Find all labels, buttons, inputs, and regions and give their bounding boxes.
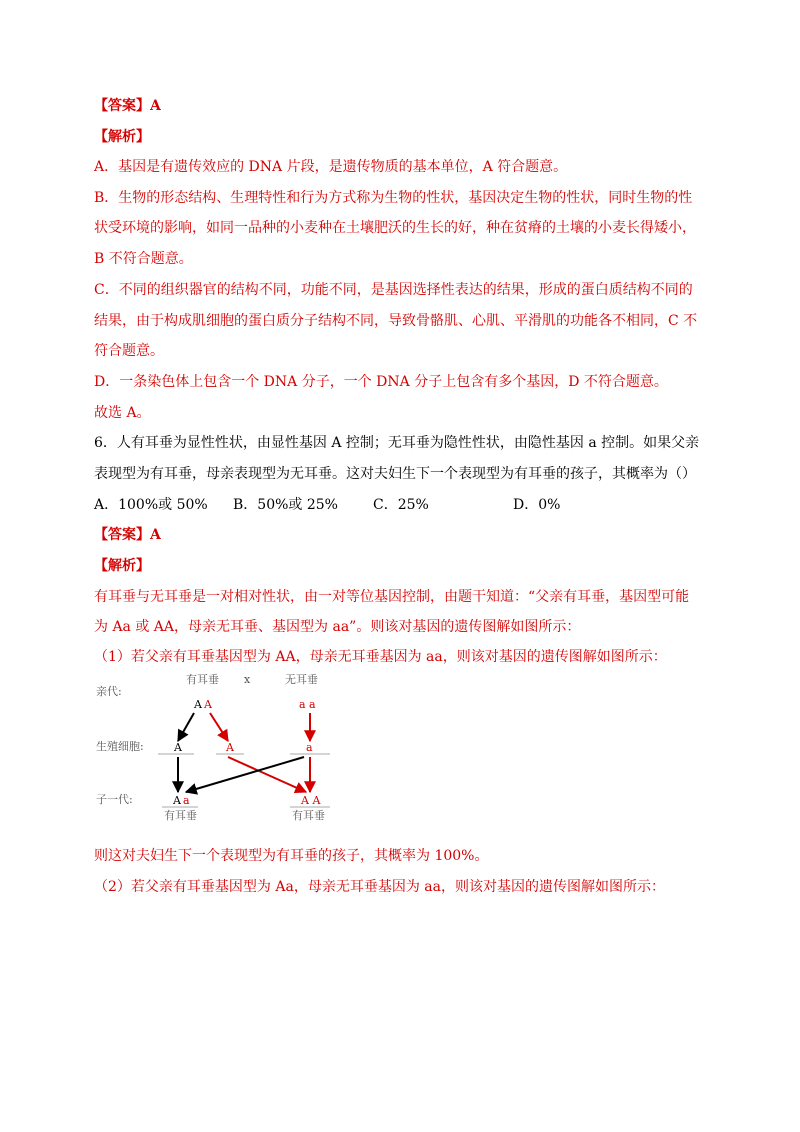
gamete-2: A [226,741,234,754]
offspring-1-phenotype: 有耳垂 [164,809,197,822]
q6-option-b: B．50%或 25% [233,497,338,513]
gamete-label: 生殖细胞: [96,740,144,753]
offspring-1-black: A [173,794,181,807]
mother-alleles: a a [299,698,316,711]
q6-stem-line2: 表现型为有耳垂，母亲表现型为无耳垂。这对夫妇生下一个表现型为有耳垂的孩子，其概率为（） [94,466,696,482]
q6-option-a: A．100%或 50% [94,497,208,513]
q6-analysis-line2: 为 Aa 或 AA，母亲无耳垂、基因型为 aa”。则该对基因的遗传图解如图所示： [94,619,581,635]
q6-stem-line1: 6．人有耳垂为显性性状，由显性基因 A 控制；无耳垂为隐性性状，由隐性基因 a 控制。如果父亲 [94,435,700,451]
cross-symbol: x [244,673,251,686]
q5-line-a: A．基因是有遗传效应的 DNA 片段，是遗传物质的基本单位，A 符合题意。 [94,159,568,175]
q5-line-c3: 符合题意。 [94,343,164,359]
father-phenotype: 有耳垂 [186,673,219,686]
q6-option-d: D．0% [513,497,561,513]
q5-line-c1: C．不同的组织器官的结构不同，功能不同，是基因选择性表达的结果，形成的蛋白质结构不同的 [94,282,693,298]
q6-option-c: C．25% [373,497,429,513]
offspring-1-red: a [183,794,190,807]
father-allele-red: A [204,698,212,711]
gamete-3: a [306,741,313,754]
q6-analysis-line1: 有耳垂与无耳垂是一对相对性状，由一对等位基因控制，由题干知道：“父亲有耳垂，基因型可能 [94,589,690,605]
q6-case1-line: （1）若父亲有耳垂基因型为 AA，母亲无耳垂基因为 aa，则该对基因的遗传图解如图所示： [94,649,667,665]
answer-tag-q5: 【答案】A [94,98,161,114]
parent-generation-label: 亲代: [96,685,122,698]
q5-line-c2: 结果，由于构成肌细胞的蛋白质分子结构不同，导致骨骼肌、心肌、平滑肌的功能各不相同，C 不 [94,313,698,329]
gamete-1: A [174,741,182,754]
offspring-2-phenotype: 有耳垂 [292,809,325,822]
q6-case2-line: （2）若父亲有耳垂基因型为 Aa，母亲无耳垂基因为 aa，则该对基因的遗传图解如图所示： [94,879,665,895]
q5-line-b3: B 不符合题意。 [94,251,193,267]
q5-line-b2: 状受环境的影响，如同一品种的小麦种在土壤肥沃的生长的好，种在贫瘠的土壤的小麦长得矮小， [94,220,696,236]
q6-case1-result: 则这对夫妇生下一个表现型为有耳垂的孩子，其概率为 100%。 [94,848,489,864]
offspring-2: A A [301,794,321,807]
q5-line-d: D．一条染色体上包含一个 DNA 分子，一个 DNA 分子上包含有多个基因，D 不符合题意。 [94,374,668,390]
analysis-tag-q6: 【解析】 [94,558,150,574]
mother-phenotype: 无耳垂 [285,673,318,686]
offspring-label: 子一代: [96,793,133,806]
analysis-tag-q5: 【解析】 [94,129,150,145]
q5-line-b1: B．生物的形态结构、生理特性和行为方式称为生物的性状，基因决定生物的性状，同时生物的性 [94,190,693,206]
father-allele-black: A [194,698,202,711]
q5-conclusion: 故选 A。 [94,405,151,421]
answer-tag-q6: 【答案】A [94,527,161,543]
genetic-cross-diagram [94,660,344,825]
